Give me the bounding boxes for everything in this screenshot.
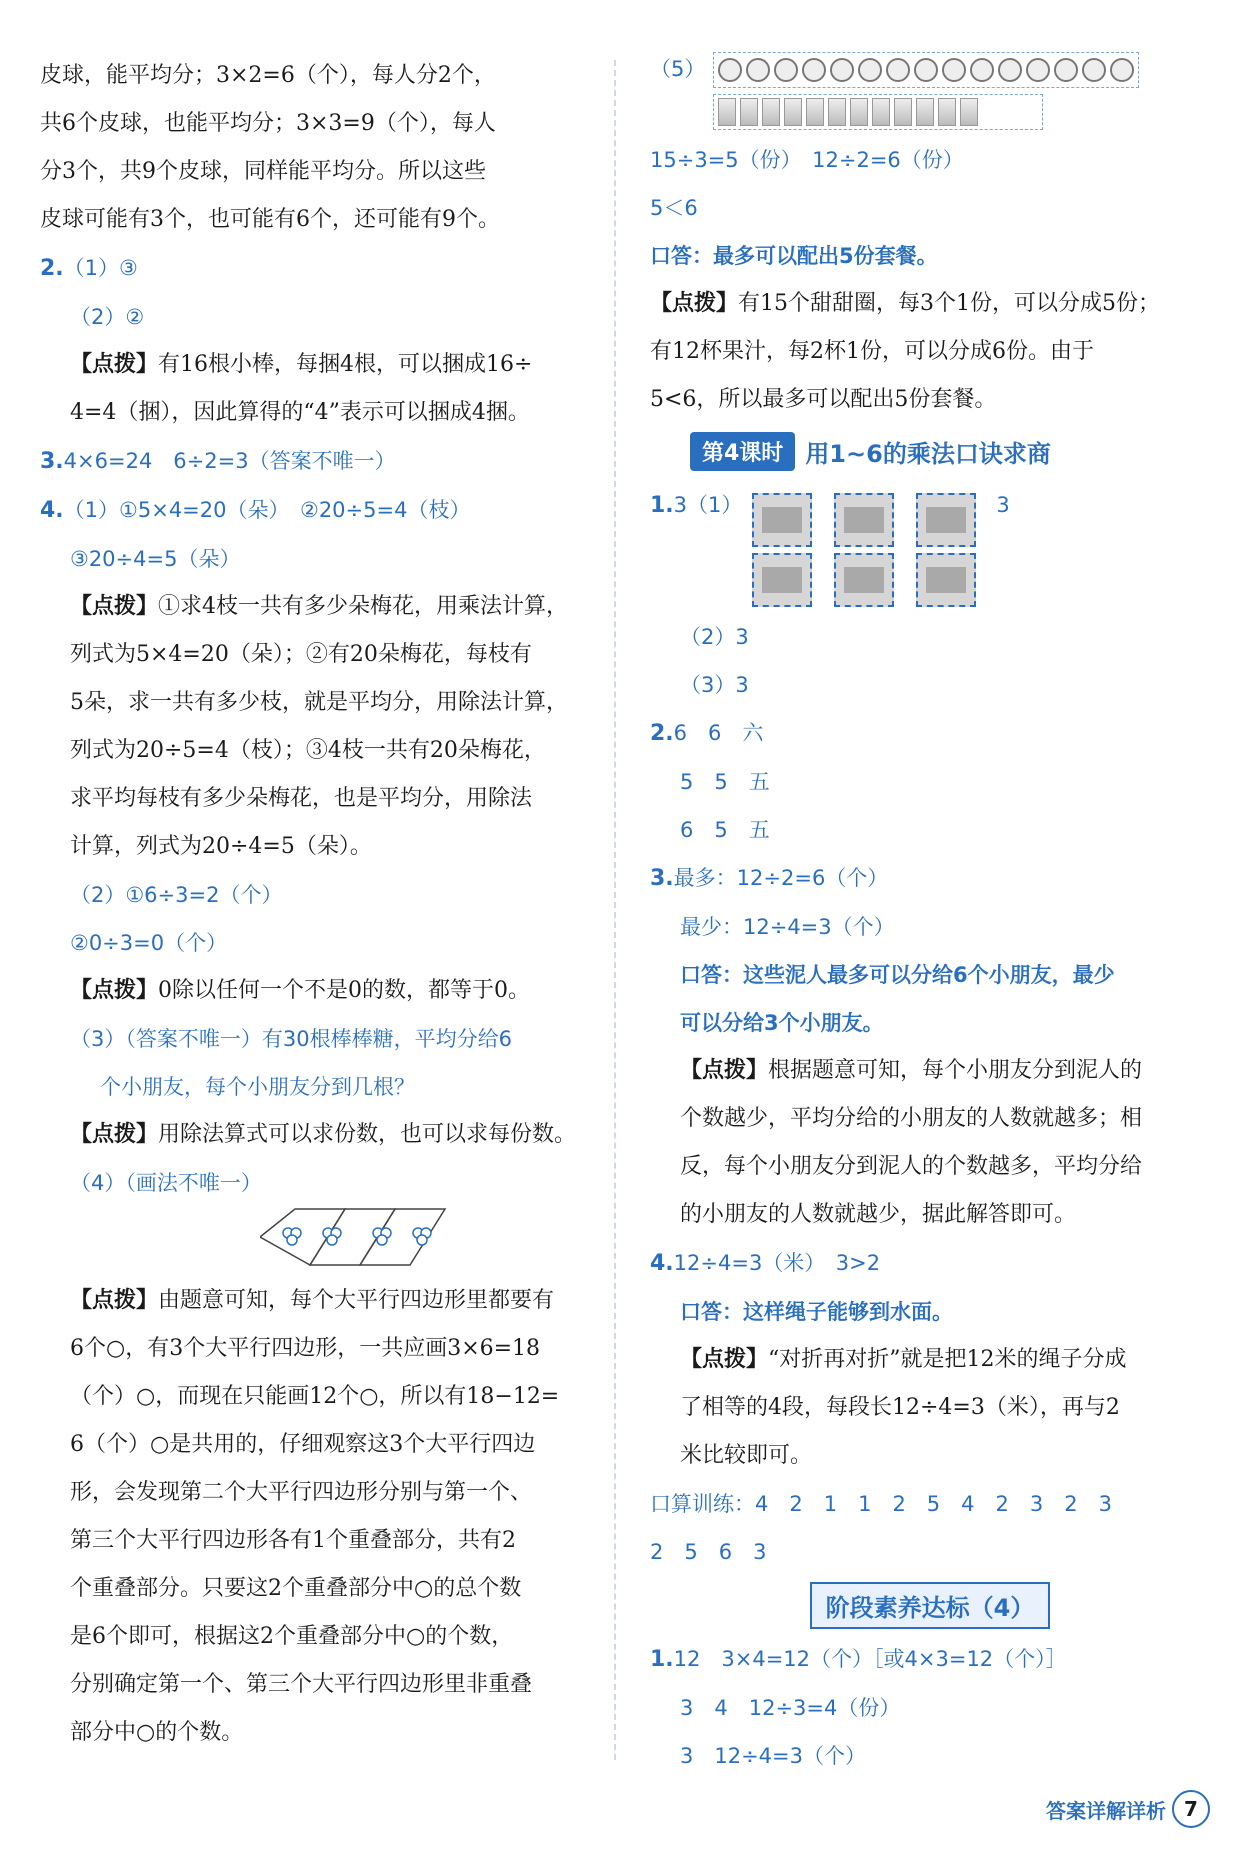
juice-strip: [713, 94, 1043, 130]
cake-box-1: [752, 493, 812, 547]
answer-3: [650, 854, 1210, 903]
answer-text: 最少：12÷4=3（个）: [680, 915, 895, 939]
answer-1-row: [650, 481, 1210, 613]
cake-box-6: [916, 553, 976, 607]
answer-text: 12 3×4=12（个）［或4×3=12（个）］: [673, 1647, 1067, 1671]
tip-paragraph: [40, 341, 600, 389]
tip-paragraph: [40, 583, 600, 631]
tip-text: 部分中○的个数。: [70, 1720, 244, 1745]
question-number: 1.: [650, 1647, 674, 1672]
right-column: [650, 52, 1210, 1780]
tip-label: 【点拨】: [70, 594, 159, 619]
tip-text: 列式为20÷5=4（枝）；③4枝一共有20朵梅花，: [70, 738, 546, 763]
tip-paragraph: [40, 1277, 600, 1325]
tip-text: 米比较即可。: [680, 1443, 813, 1468]
answer-text: 可以分给3个小朋友。: [680, 1011, 884, 1035]
tip-text: 计算，列式为20÷4=5（朵）。: [70, 834, 372, 859]
stage-header: [650, 1582, 1210, 1629]
answer-4-part1: [40, 486, 600, 535]
tip-text: 由题意可知，每个大平行四边形里都要有: [158, 1288, 555, 1313]
answer-text: 5＜6: [650, 196, 698, 220]
question-number: 3.: [40, 449, 64, 474]
answer-3: [40, 437, 600, 486]
answer-text: 3 4 12÷3=4（份）: [680, 1696, 901, 1720]
answer-text: 个小朋友，每个小朋友分到几根？: [100, 1075, 415, 1099]
parallelogram-figure: [40, 1207, 600, 1277]
stage-title: 阶段素养达标（4）: [810, 1582, 1051, 1629]
answer-5-figure: [650, 52, 1210, 130]
tip-text: 个重叠部分。只要这2个重叠部分中○的总个数: [70, 1576, 522, 1601]
donut-juice-strips: [713, 52, 1139, 130]
circle-mark: [377, 1235, 387, 1245]
answer-text: （2）①6÷3=2（个）: [70, 883, 283, 907]
answer-text: ②0÷3=0（个）: [70, 931, 228, 955]
answer-text: （3）（答案不唯一）有30根棒棒糖，平均分给6: [70, 1027, 512, 1051]
oral-practice: 口算训练：4 2 1 1 2 5 4 2 3 2 3: [650, 1492, 1112, 1516]
tip-label: 【点拨】: [680, 1347, 769, 1372]
tip-text: 有12杯果汁，每2杯1份，可以分成6份。由于: [650, 339, 1094, 364]
answer-text: 5 5 五: [680, 770, 770, 794]
tip-text: “对折再对折”就是把12米的绳子分成: [768, 1347, 1127, 1372]
oral-practice-cont: 2 5 6 3: [650, 1540, 767, 1564]
answer-text: （1）①5×4=20（朵） ②20÷5=4（枝）: [63, 498, 471, 522]
answer-text: 口答：最多可以配出5份套餐。: [650, 244, 938, 268]
tip-text: 根据题意可知，每个小朋友分到泥人的: [768, 1058, 1143, 1083]
answer-text: 口答：这样绳子能够到水面。: [680, 1300, 953, 1324]
tip-text: 是6个即可，根据这2个重叠部分中○的个数，: [70, 1624, 514, 1649]
answer-text: （2）3: [680, 625, 749, 649]
answer-text: ③20÷4=5（朵）: [70, 547, 241, 571]
tip-text: 用除法算式可以求份数，也可以求每份数。: [158, 1122, 577, 1147]
column-divider: [614, 60, 616, 1760]
donut-strip: [713, 52, 1139, 88]
cake-box-4: [752, 553, 812, 607]
tip-paragraph: [40, 967, 600, 1015]
tip-text: 有15个甜甜圈，每3个1份，可以分成5份；: [738, 291, 1161, 316]
answer-text: 6 6 六: [673, 721, 764, 745]
tip-text: 6（个）○是共用的，仔细观察这3个大平行四边: [70, 1432, 536, 1457]
tip-label: 【点拨】: [70, 1122, 159, 1147]
answer-text: 15÷3=5（份） 12÷2=6（份）: [650, 148, 964, 172]
answer-text: 3（1）: [673, 493, 743, 517]
left-column: [40, 52, 600, 1757]
cake-box-5: [834, 553, 894, 607]
tip-text: 求平均每枝有多少朵梅花，也是平均分，用除法: [70, 786, 533, 811]
tip-text: 反，每个小朋友分到泥人的个数越多，平均分给: [680, 1154, 1143, 1179]
tip-text: 0除以任何一个不是0的数，都等于0。: [158, 978, 531, 1003]
answer-1: [650, 481, 742, 613]
tip-text: 个数越少，平均分给的小朋友的人数就越多；相: [680, 1106, 1143, 1131]
question-number: 4.: [40, 498, 64, 523]
question-number: 3.: [650, 866, 674, 891]
parallelogram-diagram: [260, 1207, 460, 1267]
circle-mark: [327, 1235, 337, 1245]
footer-label: 答案详解详析: [1046, 1798, 1166, 1823]
tip-text: 列式为5×4=20（朵）；②有20朵梅花，每枝有: [70, 642, 532, 667]
answer-text: （1）③: [63, 256, 138, 280]
unit-answer-1: [650, 1635, 1210, 1684]
text-line: 分3个，共9个皮球，同样能平均分。所以这些: [40, 159, 486, 184]
tip-text: ①求4枝一共有多少朵梅花，用乘法计算，: [158, 594, 569, 619]
tip-text: 的小朋友的人数就越少，据此解答即可。: [680, 1202, 1077, 1227]
answer-2-part2: （2）②: [70, 305, 145, 329]
lesson-title: 用1~6的乘法口诀求商: [805, 440, 1051, 468]
tip-label: 【点拨】: [650, 291, 739, 316]
tip-text: 分别确定第一个、第三个大平行四边形里非重叠: [70, 1672, 533, 1697]
text-line: 皮球，能平均分；3×2=6（个），每人分2个，: [40, 63, 496, 88]
tip-paragraph: [40, 1111, 600, 1159]
circle-mark: [417, 1235, 427, 1245]
lesson-header: [690, 432, 1210, 471]
answer-text: 口答：这些泥人最多可以分给6个小朋友，最少: [680, 963, 1115, 987]
tip-text: 5<6，所以最多可以配出5份套餐。: [650, 387, 997, 412]
tip-text: 有16根小棒，每捆4根，可以捆成16÷: [158, 352, 533, 377]
answer-2-part1: [40, 244, 600, 293]
answer-4: [650, 1239, 1210, 1288]
tip-text: 4=4（捆），因此算得的“4”表示可以捆成4捆。: [70, 400, 530, 425]
tip-label: 【点拨】: [70, 1288, 159, 1313]
cake-box-3: [916, 493, 976, 547]
text-line: 共6个皮球，也能平均分；3×3=9（个），每人: [40, 111, 496, 136]
answer-text: 6 5 五: [680, 818, 770, 842]
question-number: 4.: [650, 1251, 674, 1276]
answer-2: [650, 709, 1210, 758]
tip-label: 【点拨】: [70, 978, 159, 1003]
tip-text: （个）○，而现在只能画12个○，所以有18−12=: [70, 1384, 560, 1409]
tip-text: 形，会发现第二个大平行四边形分别与第一个、: [70, 1480, 533, 1505]
answer-text: 12÷4=3（米） 3>2: [673, 1251, 881, 1275]
answer-text: 4×6=24 6÷2=3（答案不唯一）: [63, 449, 396, 473]
answer-text: （3）3: [680, 673, 749, 697]
tip-text: 了相等的4段，每段长12÷4=3（米），再与2: [680, 1395, 1120, 1420]
answer-text: 3 12÷4=3（个）: [680, 1744, 866, 1768]
answer-text: 3: [996, 493, 1010, 517]
text-line: 皮球可能有3个，也可能有6个，还可能有9个。: [40, 207, 500, 232]
question-number: 2.: [40, 256, 64, 281]
cake-grid: [752, 487, 976, 613]
cake-box-2: [834, 493, 894, 547]
tip-text: 第三个大平行四边形各有1个重叠部分，共有2: [70, 1528, 516, 1553]
answer-text: （4）（画法不唯一）: [70, 1171, 262, 1195]
parallelogram-shape: [360, 1209, 445, 1265]
tip-label: 【点拨】: [680, 1058, 769, 1083]
answer-text: 最多：12÷2=6（个）: [673, 866, 889, 890]
tip-paragraph: [650, 280, 1210, 328]
tip-paragraph: [650, 1047, 1210, 1095]
page-number: 7: [1172, 1790, 1210, 1828]
answer-text: （5）: [650, 57, 706, 81]
tip-text: 6个○，有3个大平行四边形，一共应画3×6=18: [70, 1336, 541, 1361]
question-number: 1.: [650, 493, 674, 518]
tip-text: 5朵，求一共有多少枝，就是平均分，用除法计算，: [70, 690, 568, 715]
page-footer: [1046, 1790, 1210, 1828]
tip-label: 【点拨】: [70, 352, 159, 377]
question-number: 2.: [650, 721, 674, 746]
circle-mark: [287, 1235, 297, 1245]
tip-paragraph: [650, 1336, 1210, 1384]
lesson-tag: 第4课时: [690, 432, 795, 471]
